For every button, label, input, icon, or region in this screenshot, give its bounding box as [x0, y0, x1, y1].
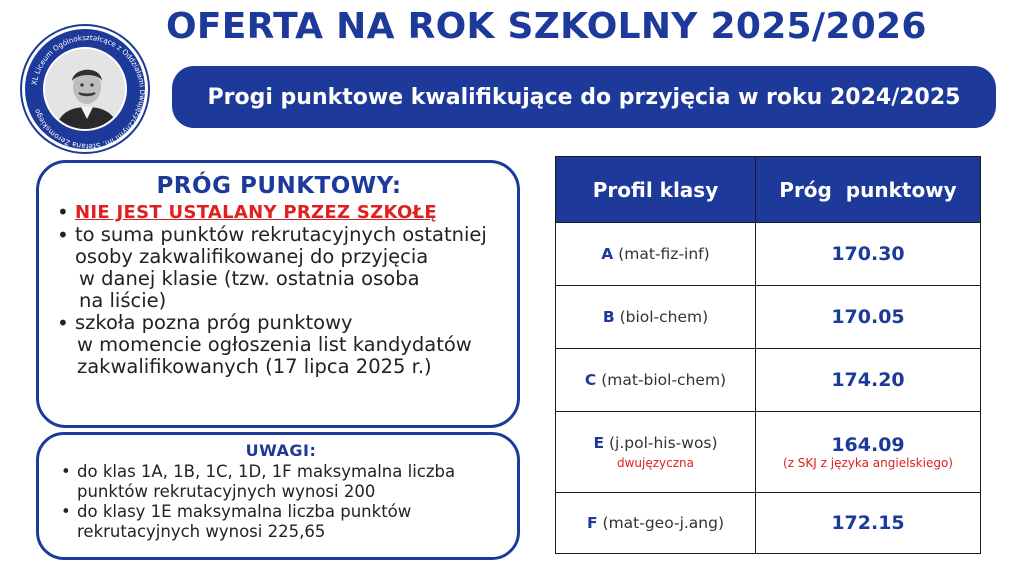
- class-profile: (j.pol-his-wos): [608, 434, 718, 452]
- class-profile: (mat-geo-j.ang): [602, 514, 725, 532]
- threshold-heading: PRÓG PUNKTOWY:: [156, 173, 402, 199]
- threshold-list: [57, 201, 501, 378]
- table-row: [556, 349, 981, 412]
- definition-line-3: w danej klasie (tzw. ostatnia osoba: [79, 267, 420, 290]
- not-set-warning: NIE JEST USTALANY PRZEZ SZKOŁĘ: [75, 202, 438, 223]
- thresholds-table: [555, 156, 981, 554]
- bilingual-note: dwujęzyczna: [616, 456, 694, 470]
- subtitle-text: Progi punktowe kwalifikujące do przyjęcia w roku 2024/2025: [207, 84, 961, 110]
- note-item-max-225: [61, 502, 501, 542]
- note-2-line-2: rekrutacyjnych wynosi 225,65: [77, 522, 326, 541]
- table-row: [556, 223, 981, 286]
- notes-list: [61, 462, 501, 542]
- definition-line-2: osoby zakwalifikowanej do przyjęcia: [75, 245, 429, 268]
- column-header-threshold: Próg punktowy: [756, 157, 981, 223]
- class-profile: (biol-chem): [619, 308, 709, 326]
- threshold-item-not-set: [57, 201, 501, 224]
- table-row: [556, 493, 981, 554]
- threshold-item-definition: [57, 224, 501, 312]
- threshold-value: 174.20: [756, 349, 981, 412]
- column-header-profile: Profil klasy: [556, 157, 756, 223]
- note-item-max-200: [61, 462, 501, 502]
- threshold-info-box: [36, 160, 520, 428]
- class-profile: (mat-biol-chem): [601, 371, 727, 389]
- profile-cell: [556, 412, 756, 493]
- class-letter: E: [593, 434, 605, 452]
- threshold-item-announcement: [57, 312, 501, 378]
- profile-cell: [556, 286, 756, 349]
- announcement-line-1: • szkoła pozna próg punktowy: [75, 311, 353, 334]
- logo-ring-text: XL Liceum Ogólnokształcące z Oddziałami Dwujęzycznymi im. Stefana Żeromskiego: [29, 32, 148, 152]
- subtitle-banner: [172, 66, 996, 128]
- announcement-line-2: w momencie ogłoszenia list kandydatów: [77, 333, 472, 356]
- class-profile: (mat-fiz-inf): [618, 245, 710, 263]
- table-header-row: [556, 157, 981, 223]
- notes-box: [36, 432, 520, 560]
- threshold-value: 172.15: [756, 493, 981, 554]
- announcement-line-3: zakwalifikowanych (17 lipca 2025 r.): [77, 355, 432, 378]
- class-letter: A: [601, 245, 614, 263]
- table-row: [556, 412, 981, 493]
- definition-line-4: na liście): [79, 289, 167, 312]
- class-letter: C: [584, 371, 597, 389]
- page-title: OFERTA NA ROK SZKOLNY 2025/2026: [166, 6, 927, 47]
- note-1-line-1: • do klas 1A, 1B, 1C, 1D, 1F maksymalna liczba: [77, 462, 456, 481]
- notes-heading: UWAGI:: [245, 441, 317, 460]
- threshold-value-cell: [756, 412, 981, 493]
- class-letter: F: [586, 514, 598, 532]
- class-letter: B: [602, 308, 615, 326]
- school-logo: [22, 26, 148, 152]
- note-2-line-1: • do klasy 1E maksymalna liczba punktów: [77, 502, 412, 521]
- portrait-image: [43, 47, 127, 131]
- note-1-line-2: punktów rekrutacyjnych wynosi 200: [77, 482, 376, 501]
- profile-cell: [556, 493, 756, 554]
- threshold-value: 164.09: [831, 434, 905, 456]
- table-row: [556, 286, 981, 349]
- profile-cell: [556, 349, 756, 412]
- threshold-value-note: (z SKJ z języka angielskiego): [783, 456, 953, 470]
- profile-cell: [556, 223, 756, 286]
- threshold-value: 170.30: [756, 223, 981, 286]
- threshold-value: 170.05: [756, 286, 981, 349]
- definition-line-1: • to suma punktów rekrutacyjnych ostatniej: [75, 223, 487, 246]
